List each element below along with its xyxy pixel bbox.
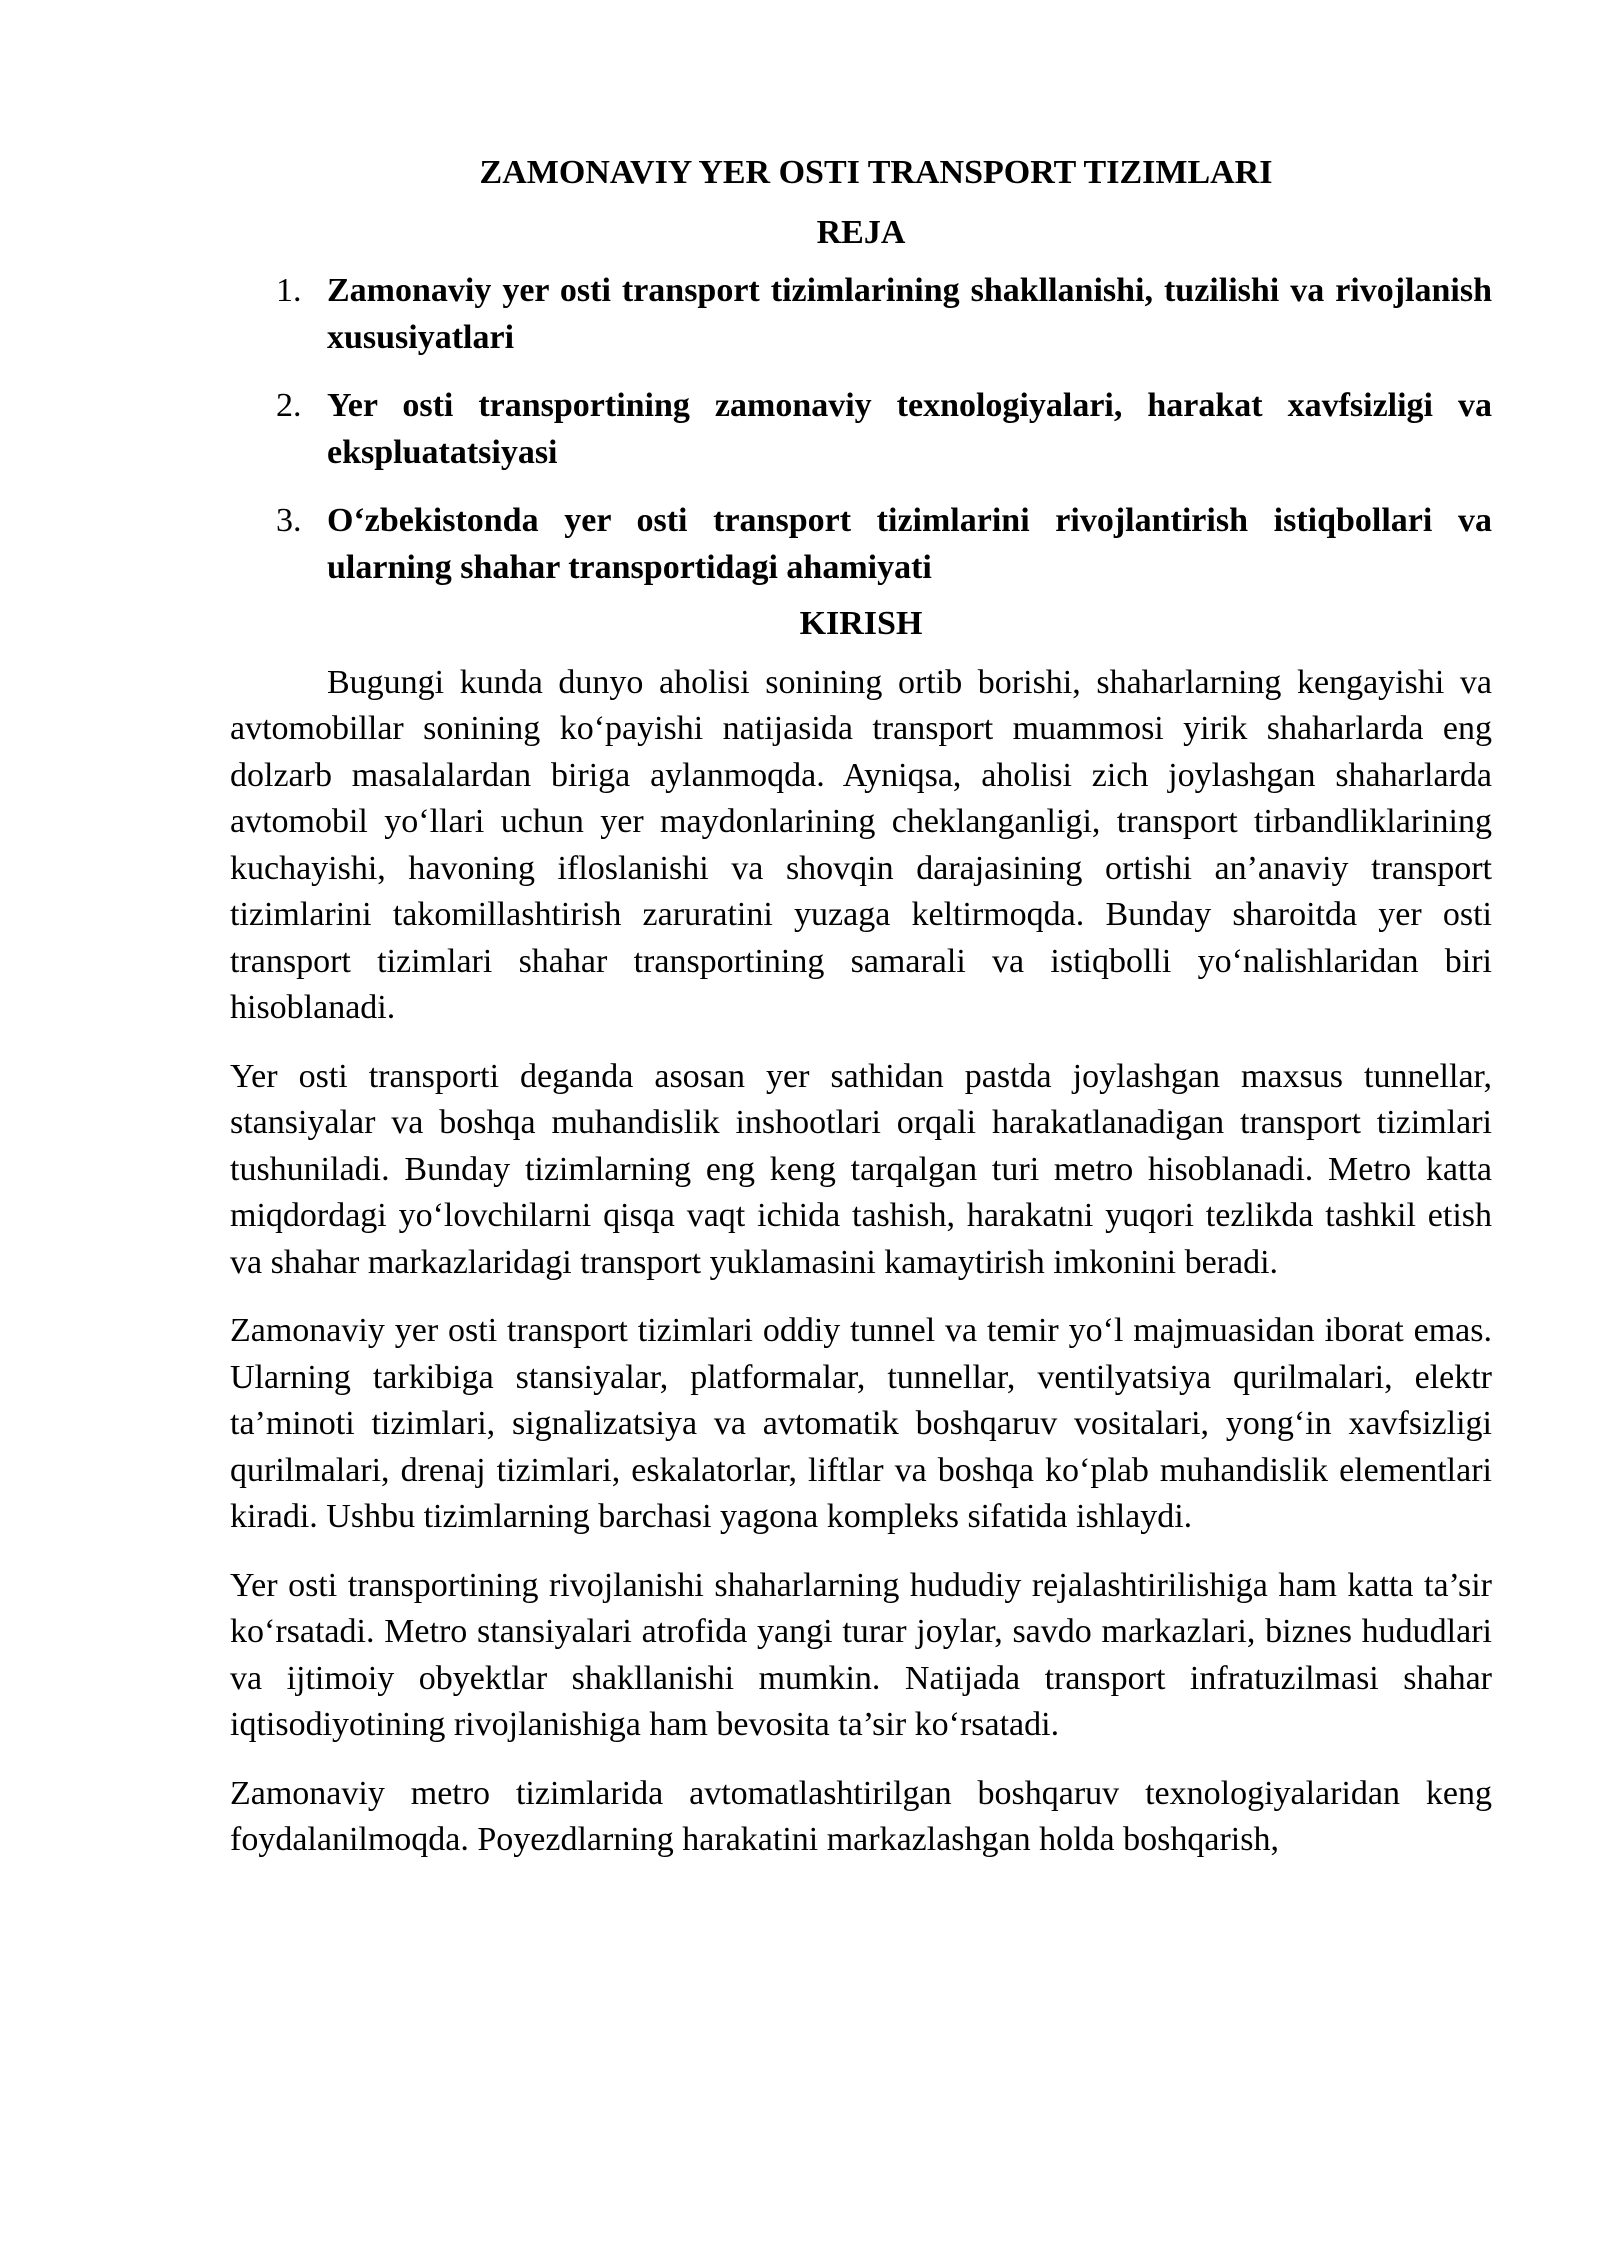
plan-heading: REJA	[816, 213, 906, 251]
plan-item-number: 3.	[276, 502, 302, 539]
paragraph: Bugungi kunda dunyo aholisi sonining ortib borishi, shaharlarning kengayishi va avtomobillar sonining ko‘payishi natijasida transport muammosi yirik shaharlarda eng dolzarb masalalardan biriga aylanmoqda. Ayniqsa, aholisi zich joylashgan shaharlarda avtomobil yo‘llari uchun yer maydonlarining cheklanganligi, transport tirbandliklarining kuchayishi, havoning ifloslanishi va shovqin darajasining ortishi an’anaviy transport tizimlarini takomillashtirish zaruratini yuzaga keltirmoqda. Bunday sharoitda yer osti transport tizimlari shahar transportining samarali va istiqbolli yo‘nalishlaridan biri hisoblanadi.	[230, 663, 1492, 1026]
paragraph: Zamonaviy metro tizimlarida avtomatlashtirilgan boshqaruv texnologiyalaridan keng foydalanilmoqda. Poyezdlarning harakatini markazlashgan holda boshqarish,	[230, 1774, 1492, 1858]
plan-item	[230, 498, 1492, 591]
plan-item-text: O‘zbekistonda yer osti transport tizimlarini rivojlantirish istiqbollari va ularning shahar transportidagi ahamiyati	[327, 502, 1492, 586]
paragraph: Yer osti transporti deganda asosan yer sathidan pastda joylashgan maxsus tunnellar, stansiyalar va boshqa muhandislik inshootlari orqali harakatlanadigan transport tizimlari tushuniladi. Bunday tizimlarning eng keng tarqalgan turi metro hisoblanadi. Metro katta miqdordagi yo‘lovchilarni qisqa vaqt ichida tashish, harakatni yuqori tezlikda tashkil etish va shahar markazlaridagi transport yuklamasini kamaytirish imkonini beradi.	[230, 1057, 1492, 1281]
plan-list	[230, 268, 1492, 591]
paragraph: Yer osti transportining rivojlanishi shaharlarning hududiy rejalashtirilishiga ham katta ta’sir ko‘rsatadi. Metro stansiyalari atrofida yangi turar joylar, savdo markazlari, biznes hududlari va ijtimoiy obyektlar shakllanishi mumkin. Natijada transport infratuzilmasi shahar iqtisodiyotining rivojlanishiga ham bevosita ta’sir ko‘rsatadi.	[230, 1566, 1492, 1743]
intro-heading: KIRISH	[799, 605, 923, 642]
document-page	[230, 150, 1492, 1886]
paragraph: Zamonaviy yer osti transport tizimlari oddiy tunnel va temir yo‘l majmuasidan iborat emas. Ularning tarkibiga stansiyalar, platformalar, tunnellar, ventilyatsiya qurilmalari, elektr ta’minoti tizimlari, signalizatsiya va avtomatik boshqaruv vositalari, yong‘in xavfsizligi qurilmalari, drenaj tizimlari, eskalatorlar, liftlar va boshqa ko‘plab muhandislik elementlari kiradi. Ushbu tizimlarning barchasi yagona kompleks sifatida ishlaydi.	[230, 1312, 1492, 1535]
plan-item	[230, 383, 1492, 476]
plan-item	[230, 268, 1492, 361]
document-title: ZAMONAVIY YER OSTI TRANSPORT TIZIMLARI	[479, 154, 1273, 191]
plan-item-text: Yer osti transportining zamonaviy texnologiyalari, harakat xavfsizligi va ekspluatatsiyasi	[327, 387, 1492, 471]
plan-item-text: Zamonaviy yer osti transport tizimlarining shakllanishi, tuzilishi va rivojlanish xususiyatlari	[327, 272, 1492, 356]
plan-item-number: 2.	[276, 387, 302, 424]
plan-item-number: 1.	[276, 272, 302, 309]
